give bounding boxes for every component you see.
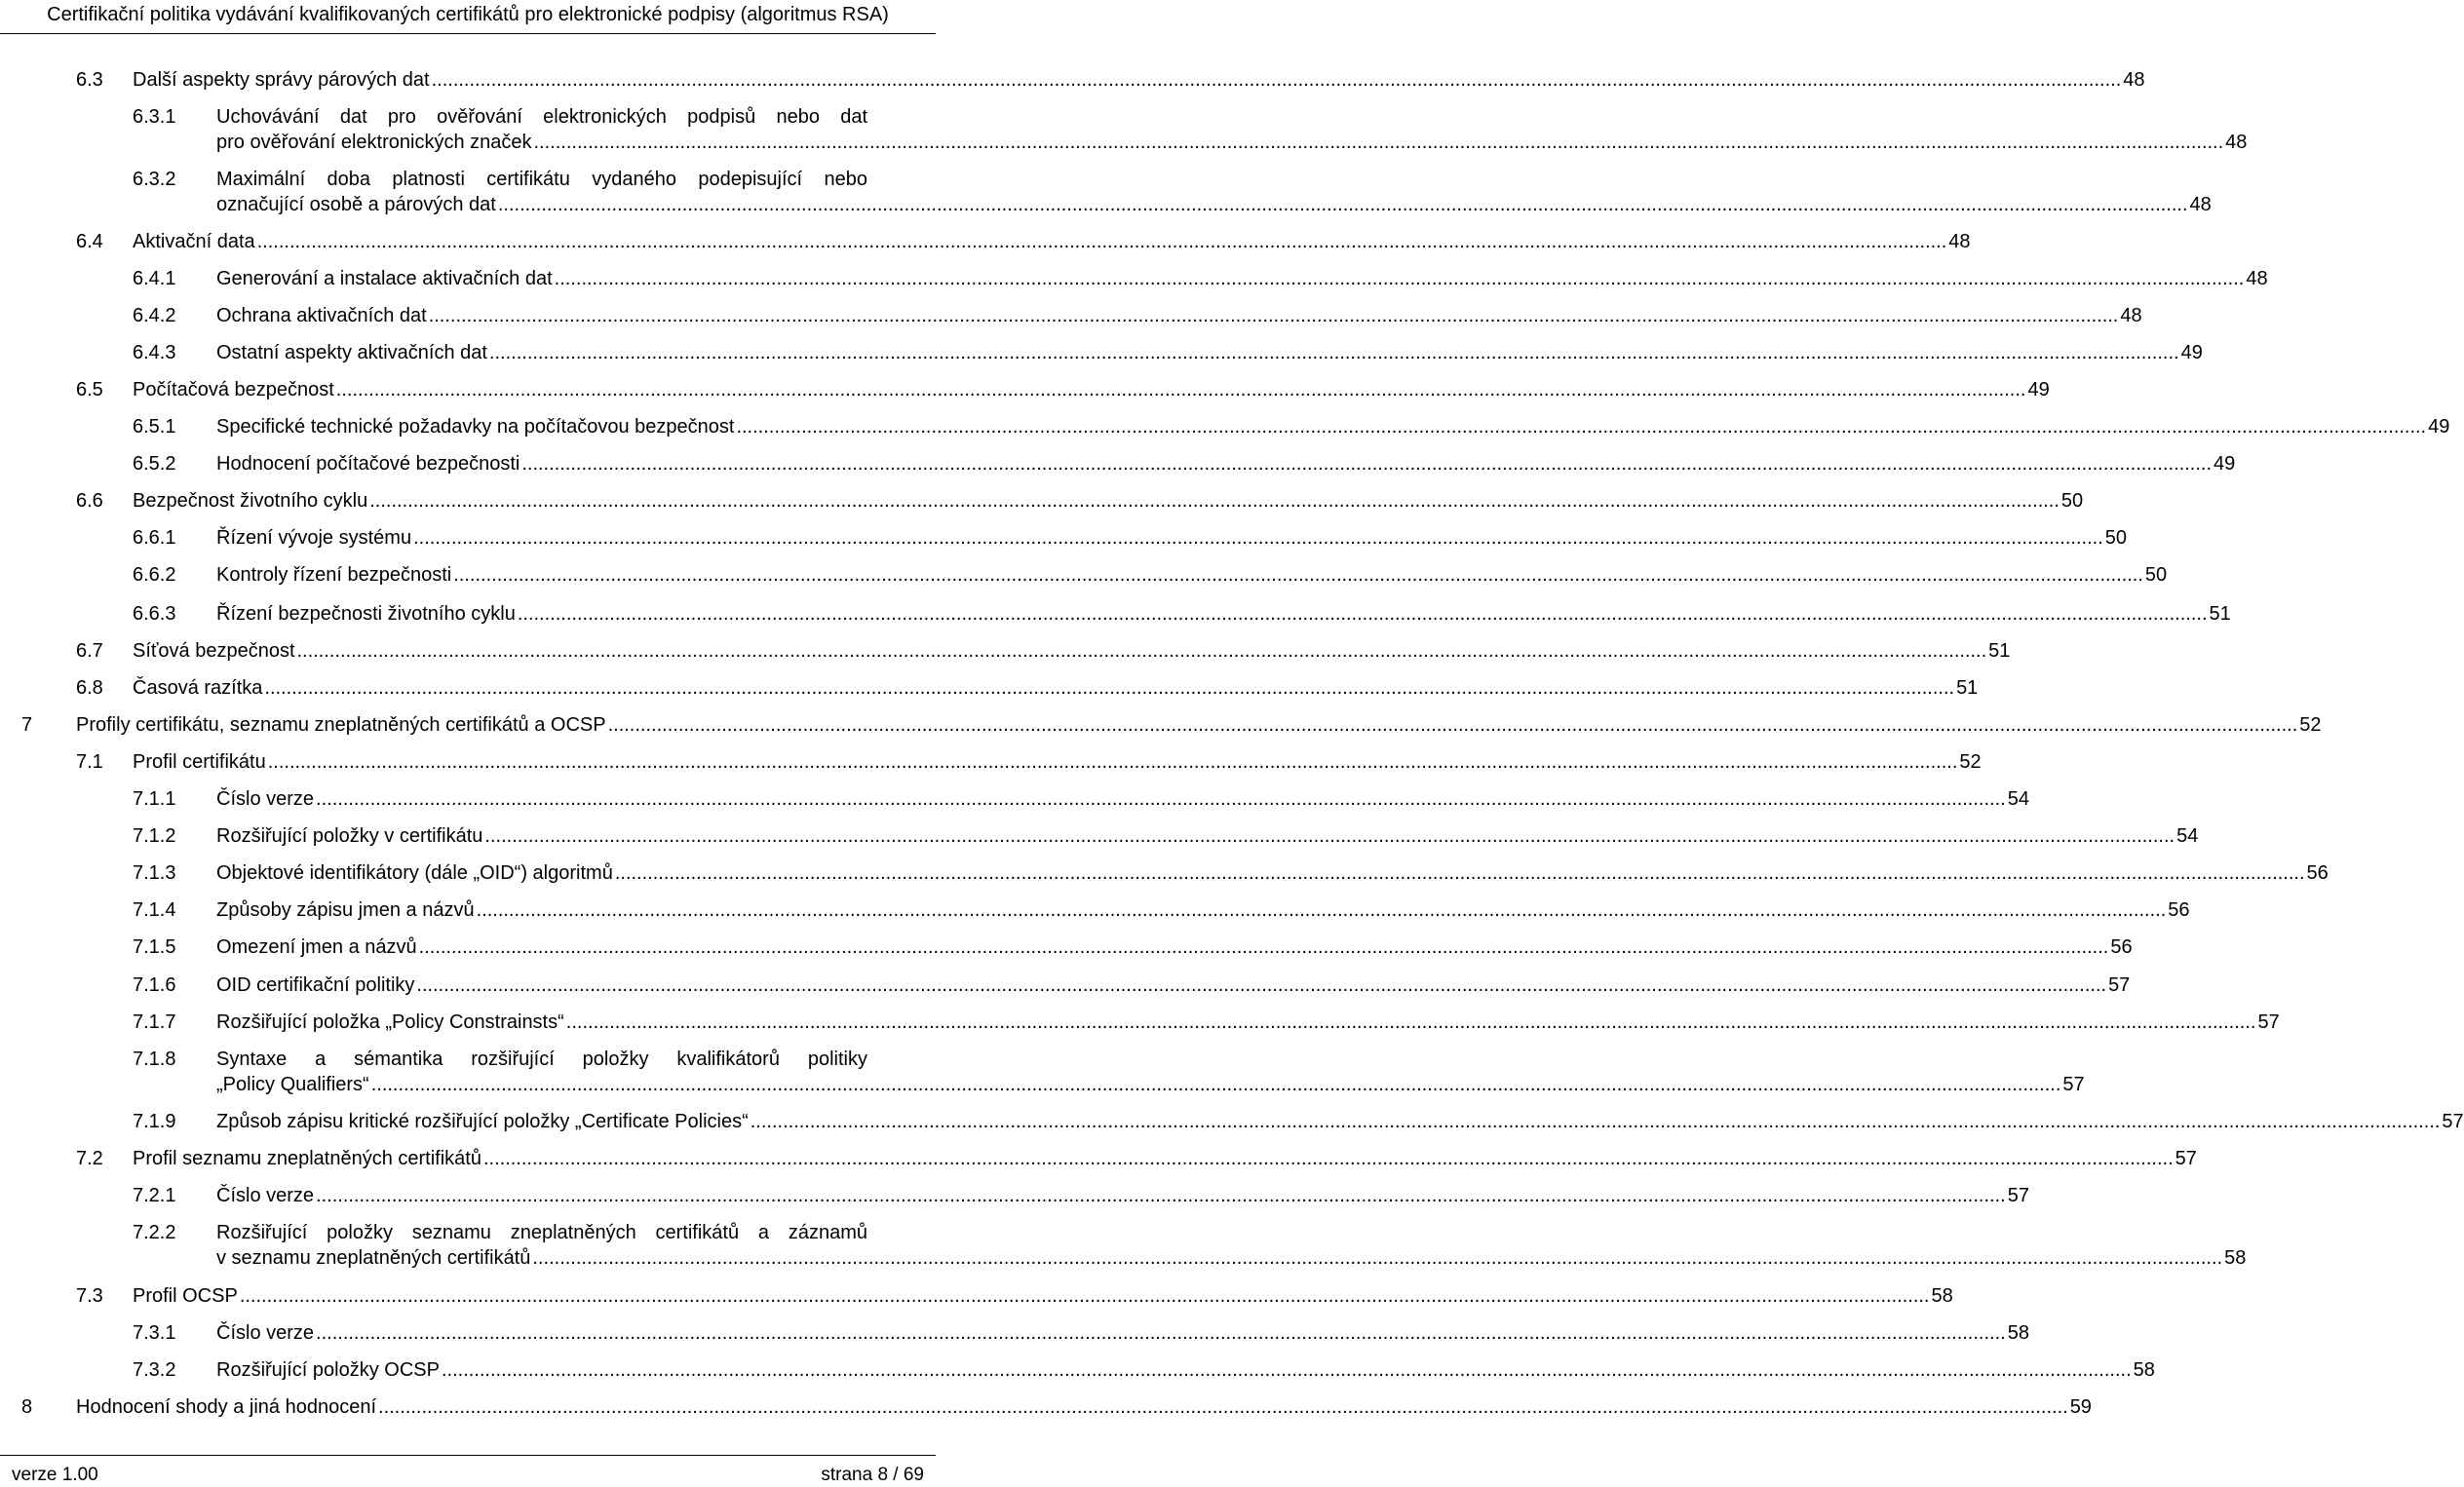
toc-dot-leader (442, 1357, 2132, 1383)
toc-number-6-5: 6.5 (76, 379, 103, 400)
toc-entry-7-1-5[interactable] (216, 934, 2133, 960)
toc-number-7-1-4: 7.1.4 (133, 899, 176, 921)
toc-entry-7-1-9[interactable] (216, 1109, 2464, 1134)
toc-title: Hodnocení počítačové bezpečnosti (216, 453, 520, 475)
toc-page-number: 57 (2257, 1011, 2280, 1033)
toc-title: Řízení bezpečnosti životního cyklu (216, 603, 516, 625)
toc-dot-leader (518, 601, 2208, 627)
toc-title: Generování a instalace aktivačních dat (216, 268, 553, 289)
toc-number-7-1-2: 7.1.2 (133, 825, 176, 847)
toc-title: Číslo verze (216, 1185, 315, 1206)
toc-number-8: 8 (21, 1396, 33, 1418)
toc-page-number: 58 (2133, 1359, 2155, 1381)
toc-entry-8[interactable] (76, 1394, 2092, 1420)
toc-title: Profily certifikátu, seznamu zneplatněných certifikátů a OCSP (76, 714, 606, 736)
toc-title-line1-7-2-2[interactable]: Rozšiřující položky seznamu zneplatněných certifikátů a záznamů (216, 1222, 867, 1243)
toc-title: v seznamu zneplatněných certifikátů (216, 1247, 531, 1269)
toc-title: pro ověřování elektronických značek (216, 132, 532, 153)
toc-dot-leader (534, 130, 2224, 155)
toc-dot-leader (615, 860, 2305, 886)
toc-page-number: 51 (1956, 677, 1979, 699)
toc-page-number: 48 (2123, 69, 2145, 91)
toc-title: Časová razítka (133, 677, 263, 699)
toc-entry-7[interactable] (76, 712, 2322, 738)
toc-dot-leader (453, 562, 2143, 588)
toc-number-7-1-8: 7.1.8 (133, 1049, 176, 1070)
toc-page-number: 48 (2120, 305, 2142, 326)
toc-page-number: 48 (1948, 231, 1971, 252)
toc-dot-leader (371, 1072, 2061, 1097)
toc-dot-leader (413, 525, 2103, 551)
toc-title: Počítačová bezpečnost (133, 379, 334, 400)
toc-entry-7-1-1[interactable] (216, 786, 2029, 812)
toc-dot-leader (264, 675, 1954, 701)
toc-title: Bezpečnost životního cyklu (133, 490, 368, 512)
toc-dot-leader (429, 303, 2119, 328)
toc-entry-6-3-2[interactable] (216, 192, 2212, 217)
toc-title: Číslo verze (216, 788, 315, 810)
toc-title: Další aspekty správy párových dat (133, 69, 430, 91)
toc-title: Způsob zápisu kritické rozšiřující položky „Certificate Policies“ (216, 1111, 749, 1132)
toc-number-6-6: 6.6 (76, 490, 103, 512)
toc-page-number: 51 (1988, 640, 2011, 662)
document-title: Certifikační politika vydávání kvalifikovaných certifikátů pro elektronické podpisy (algoritmus RSA) (47, 4, 889, 25)
toc-entry-7-1-7[interactable] (216, 1010, 2280, 1035)
toc-entry-7-1-6[interactable] (216, 972, 2131, 998)
toc-number-7-1-9: 7.1.9 (133, 1111, 176, 1132)
toc-dot-leader (268, 749, 1958, 775)
toc-page-number: 50 (2060, 490, 2084, 512)
footer-version: verze 1.00 (12, 1465, 98, 1485)
toc-dot-leader (336, 377, 2026, 402)
toc-dot-leader (555, 266, 2245, 291)
toc-title: OID certifikační politiky (216, 974, 415, 996)
toc-number-7-1-3: 7.1.3 (133, 862, 176, 884)
footer-divider (0, 1455, 936, 1456)
toc-dot-leader (416, 972, 2106, 998)
toc-number-7-2: 7.2 (76, 1148, 103, 1169)
toc-number-7-2-1: 7.2.1 (133, 1185, 176, 1206)
toc-entry-6-6-2[interactable] (216, 562, 2168, 588)
toc-page-number: 57 (2007, 1185, 2029, 1206)
toc-title: Řízení vývoje systému (216, 527, 412, 549)
toc-number-6-4-2: 6.4.2 (133, 305, 176, 326)
toc-number-6-3: 6.3 (76, 69, 103, 91)
toc-dot-leader (736, 414, 2426, 439)
toc-page-number: 58 (2007, 1322, 2029, 1344)
toc-entry-6-4[interactable] (133, 229, 1971, 254)
toc-dot-leader (419, 934, 2109, 960)
toc-entry-7-1-8[interactable] (216, 1072, 2085, 1097)
toc-page-number: 54 (2007, 788, 2029, 810)
toc-title: Profil OCSP (133, 1285, 238, 1307)
toc-entry-7-2-1[interactable] (216, 1183, 2029, 1208)
toc-number-7-3-2: 7.3.2 (133, 1359, 176, 1381)
toc-dot-leader (751, 1109, 2441, 1134)
toc-dot-leader (316, 1320, 2006, 1346)
toc-entry-7-3-2[interactable] (216, 1357, 2155, 1383)
toc-title: „Policy Qualifiers“ (216, 1074, 369, 1095)
toc-number-6-3-1: 6.3.1 (133, 106, 176, 128)
toc-number-6-7: 6.7 (76, 640, 103, 662)
toc-number-7-1: 7.1 (76, 751, 103, 773)
toc-entry-7-3-1[interactable] (216, 1320, 2029, 1346)
toc-number-6-6-1: 6.6.1 (133, 527, 176, 549)
toc-dot-leader (532, 1245, 2222, 1271)
toc-page-number: 49 (2027, 379, 2050, 400)
toc-entry-6-8[interactable] (133, 675, 1979, 701)
toc-dot-leader (378, 1394, 2068, 1420)
toc-title: Rozšiřující položka „Policy Constrainsts“ (216, 1011, 564, 1033)
toc-page-number: 56 (2168, 899, 2190, 921)
toc-number-7-3-1: 7.3.1 (133, 1322, 176, 1344)
toc-number-6-6-2: 6.6.2 (133, 564, 176, 586)
toc-title: Číslo verze (216, 1322, 315, 1344)
toc-title: Omezení jmen a názvů (216, 936, 417, 958)
toc-dot-leader (240, 1283, 1930, 1309)
toc-dot-leader (257, 229, 1947, 254)
toc-title: Rozšiřující položky OCSP (216, 1359, 440, 1381)
toc-number-7-1-1: 7.1.1 (133, 788, 176, 810)
toc-dot-leader (566, 1010, 2256, 1035)
toc-entry-6-4-1[interactable] (216, 266, 2268, 291)
toc-page-number: 48 (2225, 132, 2248, 153)
toc-number-6-4-1: 6.4.1 (133, 268, 176, 289)
toc-title: Způsoby zápisu jmen a názvů (216, 899, 475, 921)
toc-page-number: 57 (2442, 1111, 2464, 1132)
toc-dot-leader (316, 1183, 2006, 1208)
toc-page-number: 57 (2175, 1148, 2197, 1169)
toc-dot-leader (521, 451, 2212, 477)
toc-title: označující osobě a párových dat (216, 194, 496, 215)
toc-page-number: 57 (2108, 974, 2131, 996)
toc-entry-6-6[interactable] (133, 488, 2084, 514)
toc-entry-6-5[interactable] (133, 377, 2050, 402)
toc-number-6-5-1: 6.5.1 (133, 416, 176, 438)
toc-title: Hodnocení shody a jiná hodnocení (76, 1396, 377, 1418)
toc-dot-leader (369, 488, 2060, 514)
toc-number-6-4-3: 6.4.3 (133, 342, 176, 363)
toc-dot-leader (498, 192, 2188, 217)
toc-entry-6-3[interactable] (133, 67, 2145, 93)
toc-title: Síťová bezpečnost (133, 640, 295, 662)
toc-entry-7-2-2[interactable] (216, 1245, 2247, 1271)
toc-page-number: 58 (2224, 1247, 2247, 1269)
toc-number-6-5-2: 6.5.2 (133, 453, 176, 475)
toc-number-7-2-2: 7.2.2 (133, 1222, 176, 1243)
toc-page-number: 57 (2062, 1074, 2085, 1095)
toc-title: Aktivační data (133, 231, 255, 252)
toc-page-number: 51 (2209, 603, 2231, 625)
toc-page-number: 48 (2189, 194, 2212, 215)
toc-entry-7-1-3[interactable] (216, 860, 2329, 886)
toc-entry-6-6-1[interactable] (216, 525, 2127, 551)
toc-entry-7-1-4[interactable] (216, 897, 2190, 923)
toc-dot-leader (316, 786, 2006, 812)
toc-title: Objektové identifikátory (dále „OID“) algoritmů (216, 862, 613, 884)
toc-dot-leader (608, 712, 2298, 738)
toc-entry-7-3[interactable] (133, 1283, 1953, 1309)
toc-dot-leader (483, 1146, 2174, 1171)
toc-title: Ochrana aktivačních dat (216, 305, 427, 326)
toc-page-number: 50 (2104, 527, 2127, 549)
toc-title: Profil seznamu zneplatněných certifikátů (133, 1148, 481, 1169)
toc-page-number: 50 (2144, 564, 2168, 586)
toc-title-line1-6-3-1[interactable]: Uchovávání dat pro ověřování elektronických podpisů nebo dat (216, 106, 867, 128)
toc-dot-leader (484, 823, 2175, 849)
toc-entry-6-4-3[interactable] (216, 340, 2203, 365)
toc-title: Specifické technické požadavky na počítačovou bezpečnost (216, 416, 735, 438)
toc-page-number: 49 (2180, 342, 2203, 363)
toc-title-line1-7-1-8[interactable]: Syntaxe a sémantika rozšiřující položky kvalifikátorů politiky (216, 1049, 867, 1070)
toc-entry-6-7[interactable] (133, 638, 2011, 664)
header-divider (0, 33, 936, 34)
toc-title-line1-6-3-2[interactable]: Maximální doba platnosti certifikátu vydaného podepisující nebo (216, 169, 867, 190)
toc-title: Ostatní aspekty aktivačních dat (216, 342, 487, 363)
toc-dot-leader (297, 638, 1987, 664)
toc-number-6-6-3: 6.6.3 (133, 603, 176, 625)
toc-entry-6-5-2[interactable] (216, 451, 2236, 477)
toc-page-number: 58 (1931, 1285, 1953, 1307)
toc-number-6-3-2: 6.3.2 (133, 169, 176, 190)
toc-page-number: 48 (2246, 268, 2268, 289)
toc-entry-6-3-1[interactable] (216, 130, 2248, 155)
toc-number-7-1-5: 7.1.5 (133, 936, 176, 958)
toc-number-7: 7 (21, 714, 33, 736)
toc-page-number: 54 (2176, 825, 2199, 847)
toc-page-number: 52 (2299, 714, 2322, 736)
toc-number-6-4: 6.4 (76, 231, 103, 252)
toc-entry-7-2[interactable] (133, 1146, 2197, 1171)
toc-dot-leader (489, 340, 2179, 365)
toc-dot-leader (477, 897, 2167, 923)
toc-page-number: 52 (1959, 751, 1982, 773)
footer-page-number: strana 8 / 69 (821, 1465, 924, 1485)
toc-title: Kontroly řízení bezpečnosti (216, 564, 452, 586)
toc-title: Rozšiřující položky v certifikátu (216, 825, 483, 847)
toc-number-7-1-7: 7.1.7 (133, 1011, 176, 1033)
toc-title: Profil certifikátu (133, 751, 266, 773)
toc-page-number: 49 (2214, 453, 2236, 475)
toc-page-number: 49 (2428, 416, 2450, 438)
toc-entry-7-1[interactable] (133, 749, 1982, 775)
toc-number-6-8: 6.8 (76, 677, 103, 699)
toc-page-number: 56 (2306, 862, 2329, 884)
toc-page-number: 56 (2110, 936, 2133, 958)
toc-entry-6-6-3[interactable] (216, 601, 2231, 627)
toc-entry-6-5-1[interactable] (216, 414, 2450, 439)
toc-dot-leader (432, 67, 2122, 93)
toc-number-7-3: 7.3 (76, 1285, 103, 1307)
toc-entry-7-1-2[interactable] (216, 823, 2199, 849)
toc-page-number: 59 (2069, 1396, 2092, 1418)
toc-entry-6-4-2[interactable] (216, 303, 2142, 328)
toc-number-7-1-6: 7.1.6 (133, 974, 176, 996)
